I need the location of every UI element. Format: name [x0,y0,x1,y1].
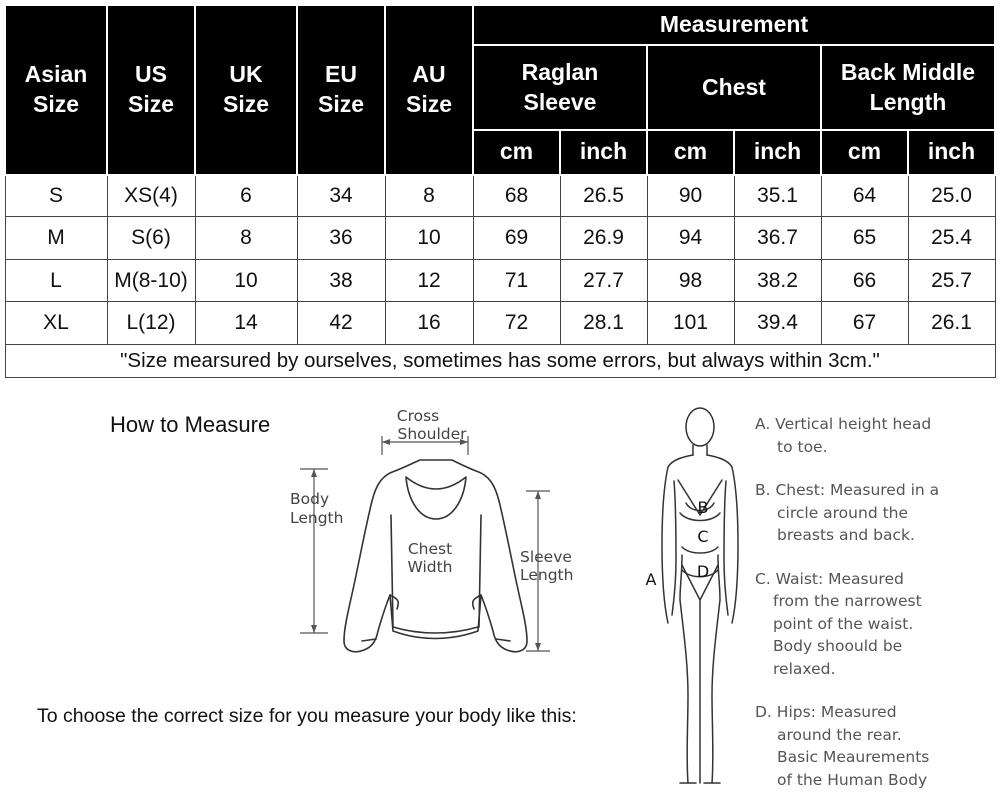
header-length-cm: cm [821,130,908,174]
table-cell: 36 [297,217,385,259]
table-cell: S(6) [107,217,195,259]
table-cell: 12 [385,259,473,301]
body-length-label: Body Length [290,490,344,527]
table-cell: 26.1 [908,302,995,344]
header-measurement: Measurement [473,5,995,45]
table-cell: 98 [647,259,734,301]
table-cell: 14 [195,302,297,344]
table-cell: 25.0 [908,175,995,217]
table-cell: 38 [297,259,385,301]
table-cell: L [5,259,107,301]
header-au-size: AU Size [385,5,473,175]
table-row [5,175,995,217]
table-cell: 67 [821,302,908,344]
table-cell: XL [5,302,107,344]
legend-item-c: C. Waist: Measured from the narrowest point of the waist. Body shoould be relaxed. [755,569,922,678]
header-sleeve-cm: cm [473,130,560,174]
table-cell: M [5,217,107,259]
chest-width-label: Chest Width [407,540,453,576]
table-cell: 42 [297,302,385,344]
legend-item-d: D. Hips: Measured around the rear. Basic Meaurements of the Human Body [755,703,930,789]
table-cell: 94 [647,217,734,259]
label-c: C [697,527,709,546]
header-us-size: US Size [107,5,195,175]
table-cell: 10 [195,259,297,301]
table-row [5,259,995,301]
table-row [5,302,995,344]
table-cell: 26.5 [560,175,647,217]
body-figure [638,405,753,793]
header-uk-size: UK Size [195,5,297,175]
table-cell: 72 [473,302,560,344]
sleeve-length-label: Sleeve Length [520,548,574,584]
header-length-inch: inch [908,130,995,174]
table-row [5,217,995,259]
table-cell: 71 [473,259,560,301]
table-cell: 64 [821,175,908,217]
table-cell: 8 [385,175,473,217]
header-chest-inch: inch [734,130,821,174]
table-cell: XS(4) [107,175,195,217]
table-cell: 35.1 [734,175,821,217]
header-sleeve-inch: inch [560,130,647,174]
table-cell: 10 [385,217,473,259]
instruction-text: To choose the correct size for you measure your body like this: [37,705,577,727]
table-cell: 36.7 [734,217,821,259]
table-cell: 69 [473,217,560,259]
table-cell: 6 [195,175,297,217]
table-cell: 101 [647,302,734,344]
table-cell: M(8-10) [107,259,195,301]
table-cell: 39.4 [734,302,821,344]
table-cell: 28.1 [560,302,647,344]
cross-shoulder-label: Cross Shoulder [396,407,467,443]
table-cell: 26.9 [560,217,647,259]
table-cell: 27.7 [560,259,647,301]
header-raglan-sleeve: Raglan Sleeve [473,45,647,130]
table-cell: S [5,175,107,217]
header-chest: Chest [647,45,821,130]
legend-item-b: B. Chest: Measured in a circle around the breasts and back. [755,481,940,544]
size-note: "Size mearsured by ourselves, sometimes has some errors, but always within 3cm." [5,344,995,377]
figure-head [686,408,714,446]
label-b: B [697,498,709,517]
table-cell: 38.2 [734,259,821,301]
legend-item-a: A. Vertical height head to toe. [755,415,932,456]
garment-diagram [280,405,610,670]
header-chest-cm: cm [647,130,734,174]
label-d: D [696,562,710,581]
header-asian-size: Asian Size [5,5,107,175]
table-cell: 25.4 [908,217,995,259]
table-cell: 34 [297,175,385,217]
table-cell: 68 [473,175,560,217]
table-cell: 90 [647,175,734,217]
table-cell: 66 [821,259,908,301]
label-a: A [645,570,657,589]
table-cell: 8 [195,217,297,259]
table-cell: 65 [821,217,908,259]
table-cell: 25.7 [908,259,995,301]
header-back-middle-length: Back Middle Length [821,45,995,130]
measurement-legend [755,413,995,812]
header-eu-size: EU Size [297,5,385,175]
size-chart-table [4,4,996,378]
table-cell: 16 [385,302,473,344]
table-cell: L(12) [107,302,195,344]
how-to-measure-title: How to Measure [110,412,271,437]
garment-neckline [406,477,466,519]
